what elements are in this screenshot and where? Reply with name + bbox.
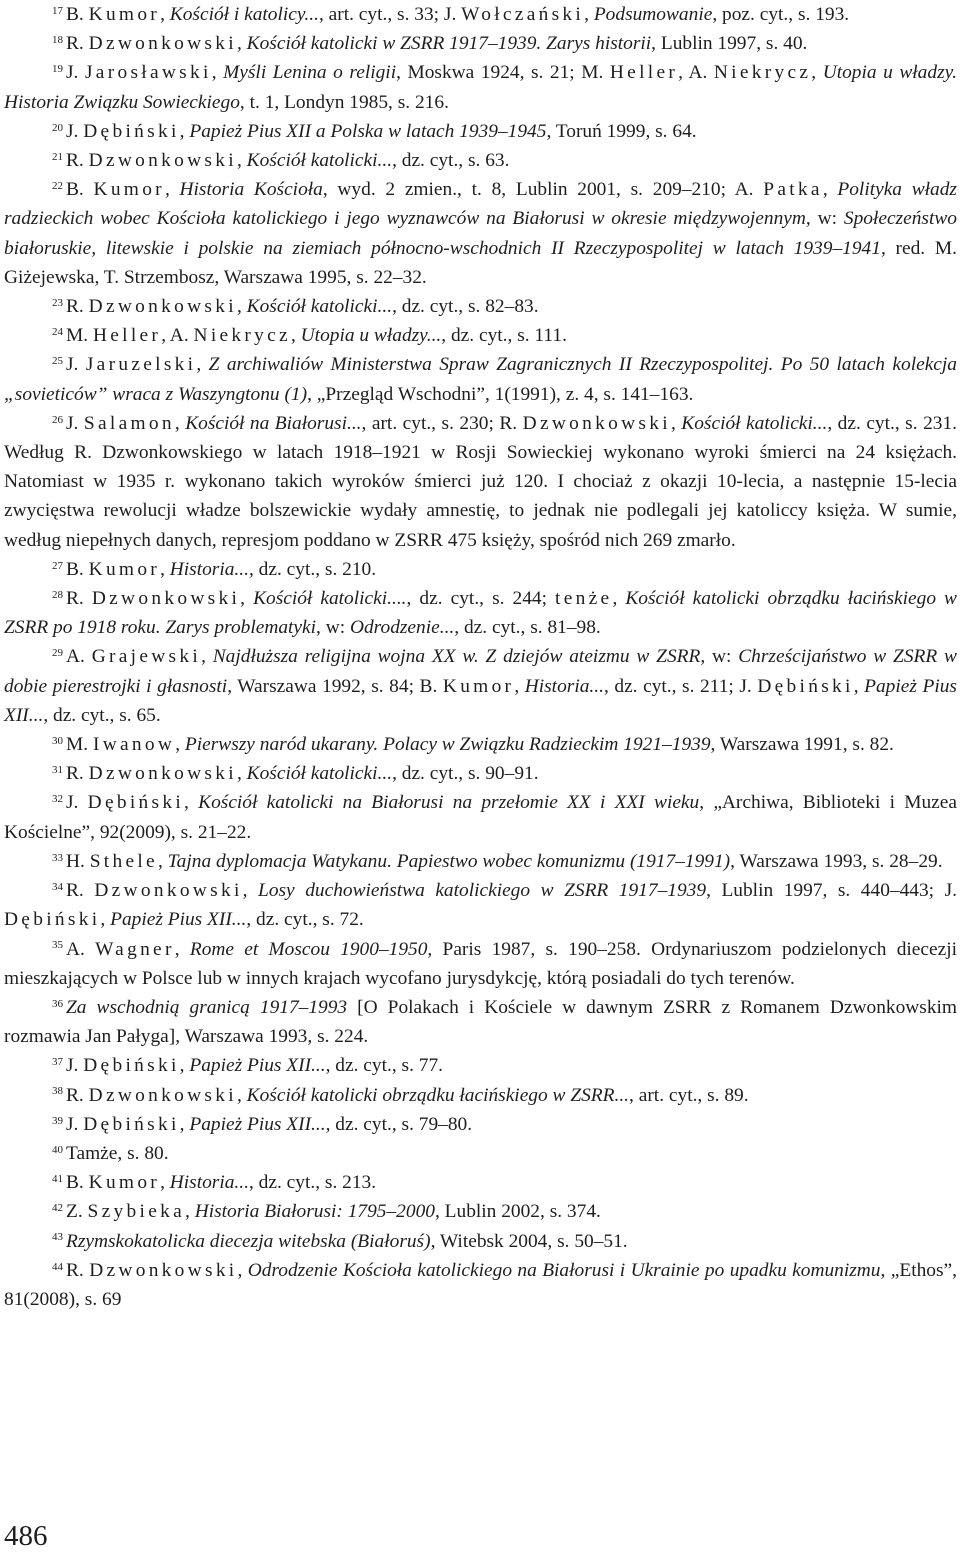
footnote-text: , Warszawa 1992, s. 84; B.	[227, 675, 443, 697]
footnote-title: Kościół katolicki obrządku łacińskiego w ZSRR...	[246, 1084, 630, 1106]
footnote-author: Grajewski	[91, 646, 202, 668]
footnote-author: Dębiński	[87, 792, 185, 814]
footnote-text: ,	[160, 558, 170, 580]
footnote-text: , red. M. Giżejewska, T. Strzembosz, Warszawa 1995, s. 22–32.	[4, 237, 958, 288]
footnote-text: , „Archiwa, Biblioteki i Muzea Kościelne”, 92(2009), s. 21–22.	[4, 792, 957, 843]
footnote-title: Papież Pius XII...	[189, 1055, 326, 1077]
footnote-title: Myśli Lenina o religii	[223, 62, 397, 84]
footnote-text: , Lublin 2002, s. 374.	[434, 1201, 601, 1223]
footnote-text: ,	[853, 675, 865, 697]
footnote-text: ,	[100, 909, 111, 931]
footnote-text: R.	[66, 33, 89, 55]
footnote	[4, 1256, 957, 1314]
footnote-text: , wyd. 2 zmien., t. 8, Lublin 2001, s. 209–210; A.	[322, 179, 764, 201]
footnote-author: Heller	[92, 325, 162, 347]
footnote-number: 21	[52, 150, 63, 163]
footnote-author: Dzwonkowski	[88, 763, 237, 785]
footnote-text: ,	[822, 179, 838, 201]
footnote-text: Z.	[66, 1201, 88, 1223]
footnote-text: A.	[66, 646, 92, 668]
footnote-text: , dz. cyt., s. 65.	[43, 704, 161, 726]
footnote	[4, 788, 957, 846]
footnote-text: , Toruń 1999, s. 64.	[546, 120, 697, 142]
footnote-text: , t. 1, Londyn 1985, s. 216.	[239, 91, 449, 113]
footnote-title: Odrodzenie...	[349, 617, 455, 639]
footnote-title: Społeczeństwo białoruskie, litewskie i polskie na ziemiach północno-wschodnich II Rzeczypospolitej w latach 1939–1941	[4, 208, 957, 259]
footnote-title: Za wschodnią granicą 1917–1993	[66, 996, 348, 1018]
footnote-text: , dz. cyt., s. 90–91.	[392, 763, 539, 785]
footnote-text: ,	[164, 179, 180, 201]
footnote-title: Papież Pius XII a Polska w latach 1939–1945	[189, 120, 547, 142]
footnote-title: Historia...	[169, 1172, 249, 1194]
footnotes-list	[4, 0, 957, 1314]
footnote-number: 34	[52, 881, 63, 894]
footnote-title: Historia...	[169, 558, 249, 580]
footnote	[4, 1197, 957, 1226]
footnote-title: Chrześcijaństwo w ZSRR w dobie pierestrojki i głasnosti	[4, 646, 957, 697]
footnote-number: 23	[52, 296, 63, 309]
footnote-text: B.	[66, 1172, 89, 1194]
page-number: 486	[4, 1520, 48, 1552]
footnote-text: , Warszawa 1991, s. 82.	[710, 734, 894, 756]
footnote-text: R.	[66, 880, 95, 902]
footnote-text: ,	[179, 1113, 190, 1135]
footnote-text: ,	[184, 792, 199, 814]
footnote-text: R.	[66, 588, 92, 610]
footnote-text: B.	[66, 558, 89, 580]
footnote-text: ,	[236, 150, 247, 172]
footnote-title: Historia Białorusi: 1795–2000	[194, 1201, 435, 1223]
footnote-author: Kumor	[93, 179, 165, 201]
footnote-text: ,	[584, 4, 594, 25]
footnote	[4, 1081, 957, 1110]
footnote	[4, 292, 957, 321]
footnote-text: ,	[175, 734, 185, 756]
footnote-title: Kościół katolicki...	[246, 296, 393, 318]
footnote-number: 36	[52, 997, 63, 1010]
footnote-text: B.	[66, 4, 89, 25]
footnote-text: ,	[185, 1201, 195, 1223]
footnote-title: Historia...	[524, 675, 604, 697]
footnote-author: Dębiński	[83, 120, 180, 142]
footnote-author: Wagner	[95, 938, 175, 960]
footnote	[4, 642, 957, 730]
footnote-text: R.	[66, 1084, 89, 1106]
footnote-text: , dz. cyt., s. 77.	[325, 1055, 444, 1077]
footnote-text: , dz. cyt., s. 231. Według R. Dzwonkowskiego w latach 1918–1921 w Rosji Sowieckiej wykonano wyroki śmierci na 24 księżach. Natomiast w 1935 r. wykonano takich wyroków śmierci już 120. I chociaż z okazji 10-lecia, a następnie 15-lecia zwycięstwa rewolucji władze bolszewickie wydały amnestię, to jednak nie podlegali jej katoliccy księża. W sumie, według niepełnych danych, represjom poddano w ZSRR 475 księży, spośród nich 269 zmarło.	[4, 412, 957, 551]
footnote-number: 18	[52, 34, 63, 47]
footnote	[4, 409, 957, 555]
footnote-text: J.	[66, 354, 86, 376]
footnote-text: , poz. cyt., s. 193.	[712, 4, 850, 25]
footnote-text: R.	[66, 763, 89, 785]
footnote-text: ,	[612, 588, 626, 610]
footnote-title: Podsumowanie	[593, 4, 713, 25]
footnote-author: Kumor	[88, 4, 161, 25]
footnote-title: Kościół katolicki w ZSRR 1917–1939. Zarys historii	[246, 33, 652, 55]
footnote-author: Patka	[763, 179, 823, 201]
footnote-text: ,	[290, 325, 301, 347]
footnote-text: , A.	[678, 62, 714, 84]
footnote-text: , dz. cyt., s. 63.	[392, 150, 510, 172]
footnote-text: M.	[66, 734, 93, 756]
footnote	[4, 1110, 957, 1139]
footnote-number: 38	[52, 1085, 63, 1098]
footnote-title: Papież Pius XII...	[4, 675, 957, 726]
footnote-text: , dz. cyt., s. 82–83.	[392, 296, 539, 318]
footnote-author: Dzwonkowski	[88, 150, 237, 172]
footnote-number: 31	[52, 764, 63, 777]
footnote-text: , dz. cyt., s. 81–98.	[454, 617, 601, 639]
footnote-text: , dz. cyt., s. 111.	[441, 325, 567, 347]
footnote	[4, 58, 957, 116]
footnote-text: , Warszawa 1993, s. 28–29.	[730, 850, 943, 872]
footnote-title: Pierwszy naród ukarany. Polacy w Związku Radzieckim 1921–1939	[184, 734, 711, 756]
footnote-text: , Lublin 1997, s. 40.	[651, 33, 808, 55]
footnote	[4, 321, 957, 350]
footnote-text: , „Ethos”, 81(2008), s. 69	[4, 1259, 957, 1310]
footnote-text: ,	[179, 120, 190, 142]
footnote-text: , art. cyt., s. 230; R.	[361, 412, 523, 434]
footnote-number: 24	[52, 326, 63, 339]
footnote-title: Kościół i katolicy...	[169, 4, 319, 25]
footnote-text: ,	[811, 62, 823, 84]
footnote-title: Kościół katolicki...	[246, 150, 393, 172]
footnote-text: ,	[157, 850, 168, 872]
footnote-text: , Moskwa 1924, s. 21; M.	[396, 62, 610, 84]
footnote-number: 35	[52, 939, 63, 952]
footnote-text: , w:	[805, 208, 844, 230]
footnote	[4, 1051, 957, 1080]
footnote-text: , dz. cyt., s. 72.	[246, 909, 364, 931]
footnote	[4, 584, 957, 642]
footnote-author: Kumor	[88, 558, 161, 580]
footnote-text: J.	[66, 1113, 84, 1135]
footnote-text: , Paris 1987, s. 190–258. Ordynariuszom podzielonych diecezji mieszkających w Polsce lub w innych krajach wycofano jurysdykcję, którą posiadali do tych terenów.	[4, 938, 957, 989]
footnote-text: M.	[66, 325, 93, 347]
footnote-author: Dzwonkowski	[91, 588, 241, 610]
footnote	[4, 993, 957, 1051]
footnote	[4, 350, 957, 408]
footnote-number: 22	[52, 180, 63, 193]
footnote-title: Utopia u władzy...	[300, 325, 442, 347]
footnote-number: 19	[52, 63, 63, 76]
footnote-author: Heller	[609, 62, 679, 84]
footnote-text: ,	[196, 354, 209, 376]
footnote-text: ,	[179, 1055, 190, 1077]
footnote-author: Dzwonkowski	[88, 33, 237, 55]
footnote-author: Dębiński	[4, 909, 101, 931]
footnote	[4, 146, 957, 175]
footnote-number: 28	[52, 589, 63, 602]
footnote-number: 40	[52, 1143, 63, 1156]
footnote-number: 41	[52, 1173, 63, 1186]
footnote-number: 33	[52, 851, 63, 864]
footnote	[4, 117, 957, 146]
footnote-text: ,	[670, 412, 682, 434]
footnote-text: ,	[160, 4, 170, 25]
footnote-author: Dębiński	[757, 675, 854, 697]
footnote-number: 44	[52, 1260, 63, 1273]
footnote-text: , w:	[316, 617, 350, 639]
footnote-text: , Witebsk 2004, s. 50–51.	[430, 1230, 628, 1252]
footnote	[4, 759, 957, 788]
footnote-title: Papież Pius XII...	[110, 909, 247, 931]
footnote-text: , dz. cyt., s. 244;	[406, 588, 556, 610]
footnote-title: Kościół katolicki na Białorusi na przełomie XX i XXI wieku	[198, 792, 700, 814]
footnote-number: 42	[52, 1202, 63, 1215]
footnote-text: R.	[66, 296, 89, 318]
footnote-author: Jarosławski	[84, 62, 212, 84]
footnote-number: 43	[52, 1231, 63, 1244]
footnote-text: , dz. cyt., s. 213.	[248, 1172, 377, 1194]
footnote-author: Niekrycz	[713, 62, 812, 84]
footnote-title: Kościół katolicki obrządku łacińskiego w ZSRR po 1918 roku. Zarys problematyki	[4, 588, 957, 639]
footnote-text: ,	[514, 675, 525, 697]
footnote-text: J.	[66, 62, 85, 84]
footnote-text: ,	[174, 412, 186, 434]
footnote-text: ,	[211, 62, 224, 84]
footnote-author: Iwanow	[92, 734, 176, 756]
footnote-author: Dębiński	[83, 1113, 180, 1135]
footnote-author: Dzwonkowski	[94, 880, 243, 902]
footnote-author: Dzwonkowski	[88, 296, 237, 318]
footnote-text: , dz. cyt., s. 79–80.	[325, 1113, 473, 1135]
footnote-title: Historia Kościoła	[179, 179, 323, 201]
footnote-author: Salamon	[83, 412, 175, 434]
footnote-text: , dz. cyt., s. 211; J.	[603, 675, 758, 697]
footnote-title: Kościół katolicki....	[253, 588, 407, 610]
footnote-text: ,	[237, 1259, 248, 1281]
footnote-number: 32	[52, 793, 63, 806]
footnote-author: Dzwonkowski	[522, 412, 671, 434]
footnote-text: ,	[160, 1172, 170, 1194]
footnote-title: Papież Pius XII...	[189, 1113, 326, 1135]
footnote-title: Odrodzenie Kościoła katolickiego na Białorusi i Ukrainie po upadku komunizmu	[247, 1259, 881, 1281]
footnote-number: 27	[52, 559, 63, 572]
footnote	[4, 1227, 957, 1256]
footnote-author: Sthele	[89, 850, 158, 872]
footnote-number: 30	[52, 735, 63, 748]
footnote-text: ,	[236, 33, 247, 55]
footnote	[4, 555, 957, 584]
footnote-text: ,	[242, 880, 259, 902]
footnote	[4, 175, 957, 292]
footnote	[4, 935, 957, 993]
footnote-text: B.	[66, 179, 94, 201]
footnote-text: , „Przegląd Wschodni”, 1(1991), z. 4, s. 141–163.	[307, 383, 694, 405]
footnote-title: Tajna dyplomacja Watykanu. Papiestwo wobec komunizmu (1917–1991)	[167, 850, 731, 872]
footnote-text: J.	[66, 1055, 84, 1077]
footnote	[4, 1168, 957, 1197]
footnote-text: , art. cyt., s. 33; J.	[318, 4, 462, 25]
footnote-title: Kościół na Białorusi...	[185, 412, 362, 434]
footnote-number: 37	[52, 1056, 63, 1069]
footnote-author: Szybieka	[87, 1201, 186, 1223]
footnote-text: R.	[66, 150, 89, 172]
footnote-number: 29	[52, 647, 63, 660]
footnote-text: A.	[66, 938, 96, 960]
footnote	[4, 1139, 957, 1168]
footnote-title: Najdłuższa religijna wojna XX w. Z dziejów ateizmu w ZSRR	[212, 646, 701, 668]
footnote	[4, 0, 957, 29]
footnote-number: 25	[52, 355, 63, 368]
footnote-text: ,	[236, 763, 247, 785]
footnote-title: Rome et Moscou 1900–1950	[189, 938, 428, 960]
footnote-author: Dzwonkowski	[88, 1084, 237, 1106]
footnote-author: Jaruzelski	[85, 354, 197, 376]
footnote-title: Polityka władz radzieckich wobec Kościoła katolickiego i jego wyznawców na Białorusi w okresie międzywojennym	[4, 179, 957, 230]
footnote-text: , art. cyt., s. 89.	[629, 1084, 749, 1106]
footnote-text: ,	[236, 296, 247, 318]
footnote-author: tenże	[555, 588, 613, 610]
footnote-number: 20	[52, 121, 63, 134]
footnote	[4, 730, 957, 759]
footnote-title: Kościół katolicki...	[681, 412, 828, 434]
footnote-author: Dębiński	[83, 1055, 180, 1077]
footnote-author: Niekrycz	[193, 325, 291, 347]
footnote-author: Wołczański	[461, 4, 585, 25]
footnotes-page	[4, 0, 957, 1314]
footnote	[4, 876, 957, 934]
footnote-title: Rzymskokatolicka diecezja witebska (Białoruś)	[66, 1230, 431, 1252]
footnote-text: , dz. cyt., s. 210.	[248, 558, 377, 580]
footnote-number: 39	[52, 1114, 63, 1127]
footnote-text: J.	[66, 412, 84, 434]
footnote-title: Z archiwaliów Ministerstwa Spraw Zagranicznych II Rzeczypospolitej. Po 50 latach kolekcja „sovieticów” wraca z Waszyngtonu (1)	[4, 354, 957, 405]
footnote-number: 26	[52, 413, 63, 426]
footnote-author: Kumor	[442, 675, 515, 697]
footnote-text: ,	[174, 938, 190, 960]
footnote	[4, 847, 957, 876]
footnote-title: Utopia u władzy. Historia Związku Sowieckiego	[4, 62, 957, 113]
footnote-text: , w:	[700, 646, 739, 668]
footnote-text: , A.	[161, 325, 194, 347]
footnote-title: Kościół katolicki...	[246, 763, 393, 785]
footnote-text: Tamże, s. 80.	[66, 1142, 169, 1164]
footnote-text: J.	[66, 120, 84, 142]
footnote-text: [O Polakach i Kościele w dawnym ZSRR z Romanem Dzwonkowskim rozmawia Jan Pałyga], Warszawa 1993, s. 224.	[4, 996, 957, 1048]
footnote-text: H.	[66, 850, 90, 872]
footnote-number: 17	[52, 4, 63, 17]
footnote-author: Dzwonkowski	[89, 1259, 238, 1281]
footnote	[4, 29, 957, 58]
footnote-title: Losy duchowieństwa katolickiego w ZSRR 1917–1939	[258, 880, 707, 902]
footnote-text: ,	[240, 588, 254, 610]
footnote-text: , Lublin 1997, s. 440–443; J.	[706, 880, 957, 902]
footnote-text: R.	[66, 1259, 90, 1281]
footnote-author: Kumor	[88, 1172, 161, 1194]
footnote-text: ,	[201, 646, 213, 668]
footnote-text: ,	[236, 1084, 247, 1106]
footnote-text: J.	[66, 792, 88, 814]
